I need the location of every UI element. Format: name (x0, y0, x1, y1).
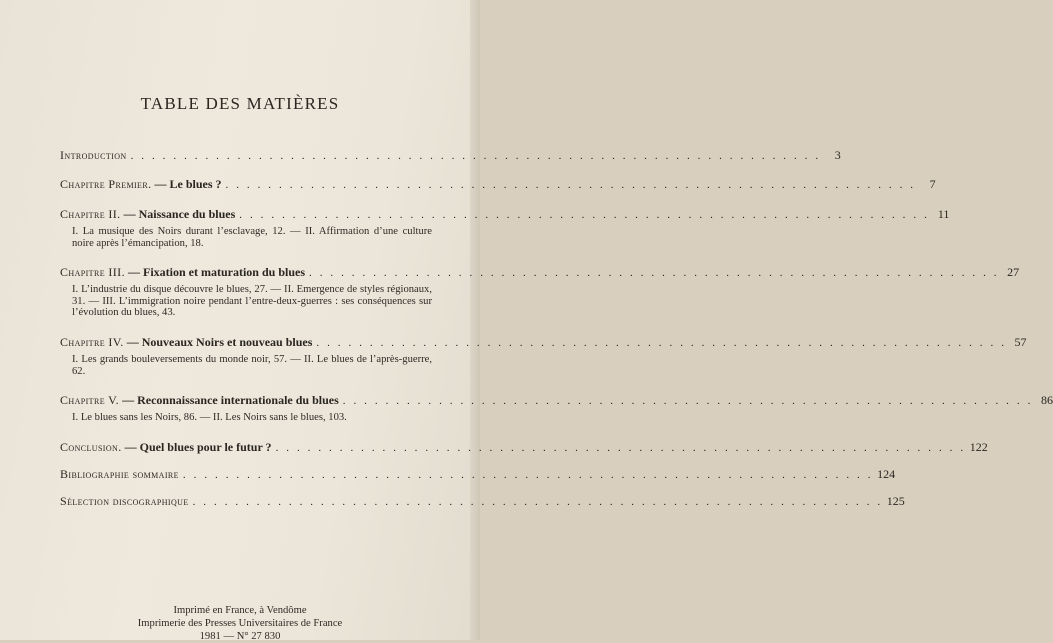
entry-label: Chapitre Premier. (60, 177, 152, 191)
entry-label: Chapitre V. (60, 393, 120, 408)
entry-title: — Naissance du blues (120, 207, 236, 221)
dot-leader: . . . . . . . . . . . . . . . . . . . . . . . . . . . . . . . . . . . . . . . . . . . . . . . . . . . . . . . . . . . . . . . . . (225, 179, 916, 191)
entry-label: Chapitre III. (60, 265, 125, 280)
entry-page-number: 86 (1040, 393, 1053, 408)
toc-entry-chapter-3 (60, 265, 1020, 319)
dot-leader: . . . . . . . . . . . . . . . . . . . . . . . . . . . . . . . . . . . . . . . . . . . . . . . . . . . . . . . . . . . . . . . . . (275, 441, 966, 454)
page-title: TABLE DES MATIÈRES (140, 94, 340, 113)
entry-page-number: 11 (937, 207, 950, 221)
toc-list (60, 148, 1053, 509)
toc-entry-conclusion (60, 439, 988, 455)
colophon-line-3: 1981 — N° 27 830 (199, 631, 281, 642)
dot-leader: . . . . . . . . . . . . . . . . . . . . . . . . . . . . . . . . . . . . . . . . . . . . . . . . . . . . . . . . . . . . . . . . . (309, 267, 1000, 280)
entry-subsections: I. La musique des Noirs durant l’esclavage, 12. — II. Affirmation d’une culture noire après l’émancipation, 18. (72, 226, 432, 249)
entry-subsections: I. Le blues sans les Noirs, 86. — II. Les Noirs sans le blues, 103. (72, 412, 347, 424)
entry-page-number: 7 (929, 177, 936, 191)
dot-leader: . . . . . . . . . . . . . . . . . . . . . . . . . . . . . . . . . . . . . . . . . . . . . . . . . . . . . . . . . . . . . . . . . (316, 336, 1007, 349)
entry-title: — Nouveaux Noirs et nouveau blues (123, 334, 313, 349)
entry-page-number: 122 (969, 439, 988, 454)
toc-entry-chapter-1 (60, 177, 936, 192)
toc-entry-introduction (60, 148, 841, 163)
toc-entry-chapter-2 (60, 207, 950, 249)
dot-leader: . . . . . . . . . . . . . . . . . . . . . . . . . . . . . . . . . . . . . . . . . . . . . . . . . . . . . . . . . . . . . . . . . (130, 150, 821, 162)
entry-page-number: 27 (1007, 265, 1020, 280)
entry-page-number: 57 (1014, 334, 1027, 349)
entry-label: Introduction (60, 148, 127, 162)
entry-label: Conclusion. (60, 439, 122, 454)
entry-title: — Reconnaissance internationale du blues (119, 393, 339, 408)
entry-page-number: 125 (886, 493, 905, 508)
dot-leader: . . . . . . . . . . . . . . . . . . . . . . . . . . . . . . . . . . . . . . . . . . . . . . . . . . . . . . . . . . . . . . . . . (342, 395, 1033, 408)
colophon-line-1: Imprimé en France, à Vendôme (173, 605, 307, 616)
entry-title: — Quel blues pour le futur ? (121, 439, 272, 454)
toc-entry-chapter-4 (60, 334, 1027, 377)
entry-subsections: I. L’industrie du disque découvre le blues, 27. — II. Emergence de styles régionaux, 31. — III. L’immigration noire pendant l’entre-deux-guerres : ses conséquences sur l’évolution du blues, 43. (72, 284, 432, 319)
colophon-line-2: Imprimerie des Presses Universitaires de France (137, 618, 343, 629)
entry-label: Chapitre IV. (60, 334, 124, 349)
dot-leader: . . . . . . . . . . . . . . . . . . . . . . . . . . . . . . . . . . . . . . . . . . . . . . . . . . . . . . . . . . . . . . . . . (192, 495, 883, 508)
toc-entry-discographie (60, 493, 905, 509)
entry-label: Chapitre II. (60, 207, 121, 221)
entry-title: — Fixation et maturation du blues (124, 265, 305, 280)
colophon (0, 604, 480, 643)
toc-entry-chapter-5 (60, 393, 1053, 424)
entry-page-number: 124 (877, 466, 896, 481)
toc-entry-bibliographie (60, 466, 896, 482)
entry-subsections: I. Les grands bouleversements du monde noir, 57. — II. Le blues de l’après-guerre, 62. (72, 353, 432, 377)
dot-leader: . . . . . . . . . . . . . . . . . . . . . . . . . . . . . . . . . . . . . . . . . . . . . . . . . . . . . . . . . . . . . . . . . (182, 468, 874, 481)
entry-title: — Le blues ? (151, 177, 222, 191)
entry-page-number: 3 (834, 148, 841, 162)
dot-leader: . . . . . . . . . . . . . . . . . . . . . . . . . . . . . . . . . . . . . . . . . . . . . . . . . . . . . . . . . . . . . . . . . (239, 209, 930, 221)
entry-label: Sélection discographique (60, 493, 189, 508)
entry-label: Bibliographie sommaire (60, 466, 179, 481)
